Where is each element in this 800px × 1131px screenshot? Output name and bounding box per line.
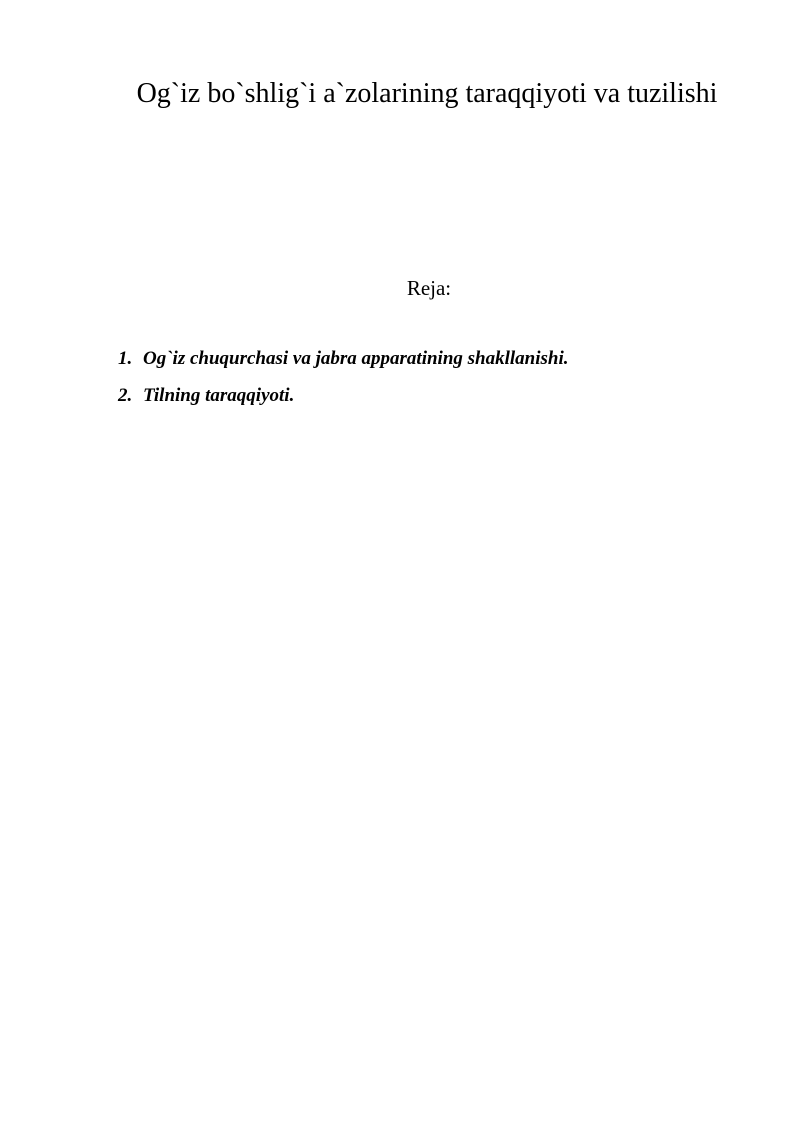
list-item [118, 346, 569, 372]
list-item-text: Og`iz chuqurchasi va jabra apparatining shakllanishi. [143, 348, 569, 369]
list-item [118, 383, 569, 409]
page-title: Og`iz bo`shlig`i a`zolarining taraqqiyoti va tuzilishi [136, 78, 718, 109]
list-item-text: Tilning taraqqiyoti. [143, 385, 295, 406]
plan-list [118, 346, 569, 420]
list-item-number: 1. [118, 348, 133, 369]
list-item-number: 2. [118, 385, 133, 406]
plan-heading: Reja: [406, 276, 452, 300]
